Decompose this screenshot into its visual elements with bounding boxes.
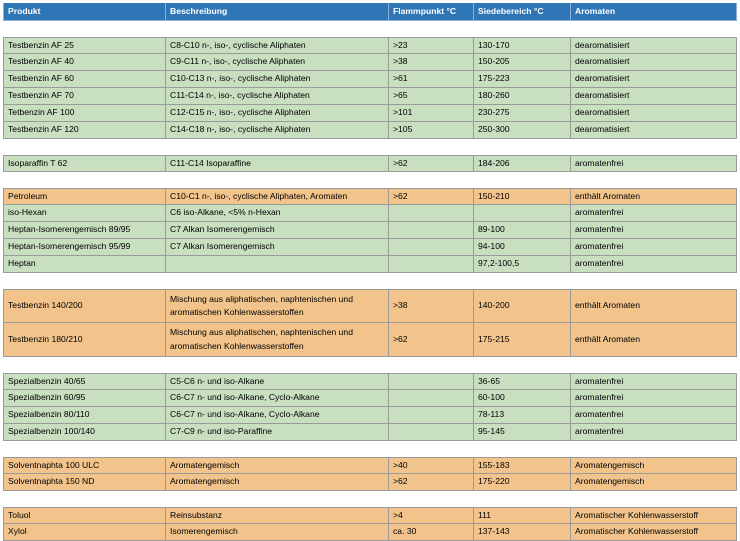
product-table [3,3,737,541]
table-row[interactable] [3,205,737,222]
flammpunkt-cell[interactable] [389,424,474,441]
beschreibung-cell[interactable]: C6-C7 n- und iso-Alkane, Cyclo-Alkane [166,390,389,407]
flammpunkt-cell[interactable]: ca. 30 [389,524,474,541]
siedebereich-cell[interactable]: 78-113 [474,407,571,424]
flammpunkt-cell[interactable] [389,205,474,222]
row-group [3,188,737,273]
beschreibung-cell[interactable]: C12-C15 n-, iso-, cyclische Aliphaten [166,105,389,122]
header-produkt[interactable]: Produkt [3,3,166,21]
flammpunkt-cell[interactable]: >101 [389,105,474,122]
produkt-cell[interactable]: Xylol [3,524,166,541]
siedebereich-cell[interactable]: 184-206 [474,155,571,172]
aromaten-cell[interactable]: enthält Aromaten [571,188,737,205]
flammpunkt-cell[interactable]: >4 [389,507,474,524]
table-row[interactable] [3,71,737,88]
table-row[interactable] [3,289,737,323]
siedebereich-cell[interactable]: 95-145 [474,424,571,441]
table-row[interactable] [3,155,737,172]
flammpunkt-cell[interactable] [389,390,474,407]
aromaten-cell[interactable]: Aromatischer Kohlenwasserstoff [571,507,737,524]
siedebereich-cell[interactable]: 230-275 [474,105,571,122]
flammpunkt-cell[interactable]: >105 [389,122,474,139]
produkt-cell[interactable]: Heptan-Isomerengemisch 95/99 [3,239,166,256]
aromaten-cell[interactable]: dearomatisiert [571,88,737,105]
flammpunkt-cell[interactable]: >62 [389,323,474,357]
aromaten-cell[interactable]: aromatenfrei [571,222,737,239]
siedebereich-cell[interactable]: 175-215 [474,323,571,357]
flammpunkt-cell[interactable]: >38 [389,289,474,323]
table-row[interactable] [3,105,737,122]
aromaten-cell[interactable]: Aromatengemisch [571,457,737,474]
beschreibung-cell[interactable]: C10-C13 n-, iso-, cyclische Aliphaten [166,71,389,88]
siedebereich-cell[interactable]: 94-100 [474,239,571,256]
beschreibung-cell[interactable]: C6-C7 n- und iso-Alkane, Cyclo-Alkane [166,407,389,424]
row-group [3,155,737,172]
aromaten-cell[interactable]: aromatenfrei [571,239,737,256]
siedebereich-cell[interactable]: 137-143 [474,524,571,541]
table-row[interactable] [3,188,737,205]
produkt-cell[interactable]: Testbenzin AF 70 [3,88,166,105]
group-spacer [3,139,737,155]
header-beschreibung[interactable]: Beschreibung [166,3,389,21]
table-row[interactable] [3,239,737,256]
beschreibung-cell[interactable]: Aromatengemisch [166,474,389,491]
produkt-cell[interactable]: Spezialbenzin 40/65 [3,373,166,390]
siedebereich-cell[interactable]: 150-205 [474,54,571,71]
aromaten-cell[interactable]: dearomatisiert [571,37,737,54]
produkt-cell[interactable]: Testbenzin AF 40 [3,54,166,71]
siedebereich-cell[interactable]: 175-223 [474,71,571,88]
flammpunkt-cell[interactable] [389,222,474,239]
siedebereich-cell[interactable]: 150-210 [474,188,571,205]
table-row[interactable] [3,122,737,139]
aromaten-cell[interactable]: aromatenfrei [571,390,737,407]
aromaten-cell[interactable]: enthält Aromaten [571,289,737,323]
header-siedebereich[interactable]: Siedebereich °C [474,3,571,21]
flammpunkt-cell[interactable]: >62 [389,188,474,205]
flammpunkt-cell[interactable] [389,407,474,424]
beschreibung-cell[interactable]: Isomerengemisch [166,524,389,541]
aromaten-cell[interactable]: dearomatisiert [571,122,737,139]
header-flammpunkt[interactable]: Flammpunkt °C [389,3,474,21]
produkt-cell[interactable]: Petroleum [3,188,166,205]
siedebereich-cell[interactable]: 155-183 [474,457,571,474]
beschreibung-cell[interactable]: C7-C9 n- und iso-Paraffine [166,424,389,441]
produkt-cell[interactable]: Testbenzin 180/210 [3,323,166,357]
beschreibung-cell[interactable]: C10-C1 n-, iso-, cyclische Aliphaten, Aromaten [166,188,389,205]
flammpunkt-cell[interactable]: >62 [389,155,474,172]
siedebereich-cell[interactable]: 97,2-100,5 [474,256,571,273]
group-spacer [3,172,737,188]
produkt-cell[interactable]: Testbenzin AF 25 [3,37,166,54]
siedebereich-cell[interactable]: 250-300 [474,122,571,139]
aromaten-cell[interactable]: aromatenfrei [571,407,737,424]
flammpunkt-cell[interactable]: >61 [389,71,474,88]
aromaten-cell[interactable]: dearomatisiert [571,105,737,122]
group-spacer [3,273,737,289]
aromaten-cell[interactable]: aromatenfrei [571,256,737,273]
siedebereich-cell[interactable]: 60-100 [474,390,571,407]
produkt-cell[interactable]: Spezialbenzin 100/140 [3,424,166,441]
aromaten-cell[interactable]: aromatenfrei [571,205,737,222]
produkt-cell[interactable]: Testbenzin 140/200 [3,289,166,323]
aromaten-cell[interactable]: dearomatisiert [571,54,737,71]
table-row[interactable] [3,457,737,474]
beschreibung-cell[interactable]: C8-C10 n-, iso-, cyclische Aliphaten [166,37,389,54]
produkt-cell[interactable]: Solventnaphta 150 ND [3,474,166,491]
beschreibung-cell[interactable]: Mischung aus aliphatischen, naphtenischen und aromatischen Kohlenwasserstoffen [166,323,389,357]
produkt-cell[interactable]: Solventnaphta 100 ULC [3,457,166,474]
produkt-cell[interactable]: Heptan [3,256,166,273]
siedebereich-cell[interactable]: 130-170 [474,37,571,54]
flammpunkt-cell[interactable]: >38 [389,54,474,71]
table-row[interactable] [3,323,737,357]
flammpunkt-cell[interactable] [389,239,474,256]
beschreibung-cell[interactable]: Reinsubstanz [166,507,389,524]
produkt-cell[interactable]: Toluol [3,507,166,524]
produkt-cell[interactable]: Testbenzin AF 60 [3,71,166,88]
aromaten-cell[interactable]: aromatenfrei [571,155,737,172]
siedebereich-cell[interactable]: 140-200 [474,289,571,323]
row-group [3,507,737,541]
row-group [3,289,737,357]
group-spacer [3,21,737,37]
beschreibung-cell[interactable] [166,256,389,273]
aromaten-cell[interactable]: enthält Aromaten [571,323,737,357]
beschreibung-cell[interactable]: C6 iso-Alkane, <5% n-Hexan [166,205,389,222]
siedebereich-cell[interactable] [474,205,571,222]
siedebereich-cell[interactable]: 180-260 [474,88,571,105]
table-row[interactable] [3,507,737,524]
group-spacer [3,357,737,373]
flammpunkt-cell[interactable]: >62 [389,474,474,491]
flammpunkt-cell[interactable]: >40 [389,457,474,474]
produkt-cell[interactable]: Tetbenzin AF 100 [3,105,166,122]
group-spacer [3,441,737,457]
produkt-cell[interactable]: Spezialbenzin 80/110 [3,407,166,424]
row-group [3,373,737,441]
beschreibung-cell[interactable]: C11-C14 n-, iso-, cyclische Aliphaten [166,88,389,105]
flammpunkt-cell[interactable] [389,256,474,273]
table-row[interactable] [3,407,737,424]
flammpunkt-cell[interactable]: >65 [389,88,474,105]
produkt-cell[interactable]: Heptan-Isomerengemisch 89/95 [3,222,166,239]
produkt-cell[interactable]: Isoparaffin T 62 [3,155,166,172]
beschreibung-cell[interactable]: C9-C11 n-, iso-, cyclische Aliphaten [166,54,389,71]
beschreibung-cell[interactable]: C11-C14 Isoparaffine [166,155,389,172]
table-row[interactable] [3,54,737,71]
aromaten-cell[interactable]: Aromatischer Kohlenwasserstoff [571,524,737,541]
beschreibung-cell[interactable]: C5-C6 n- und iso-Alkane [166,373,389,390]
beschreibung-cell[interactable]: Mischung aus aliphatischen, naphtenischen und aromatischen Kohlenwasserstoffen [166,289,389,323]
table-row[interactable] [3,37,737,54]
siedebereich-cell[interactable]: 175-220 [474,474,571,491]
table-row[interactable] [3,390,737,407]
table-row[interactable] [3,222,737,239]
table-header-row [3,3,737,21]
table-row[interactable] [3,88,737,105]
row-group [3,457,737,491]
group-spacer [3,491,737,507]
flammpunkt-cell[interactable]: >23 [389,37,474,54]
beschreibung-cell[interactable]: C7 Alkan Isomerengemisch [166,222,389,239]
table-row[interactable] [3,256,737,273]
siedebereich-cell[interactable]: 89-100 [474,222,571,239]
table-body [3,21,737,541]
beschreibung-cell[interactable]: C14-C18 n-, iso-, cyclische Aliphaten [166,122,389,139]
beschreibung-cell[interactable]: Aromatengemisch [166,457,389,474]
produkt-cell[interactable]: Testbenzin AF 120 [3,122,166,139]
table-row[interactable] [3,424,737,441]
aromaten-cell[interactable]: Aromatengemisch [571,474,737,491]
aromaten-cell[interactable]: aromatenfrei [571,424,737,441]
produkt-cell[interactable]: iso-Hexan [3,205,166,222]
siedebereich-cell[interactable]: 111 [474,507,571,524]
produkt-cell[interactable]: Spezialbenzin 60/95 [3,390,166,407]
aromaten-cell[interactable]: aromatenfrei [571,373,737,390]
beschreibung-cell[interactable]: C7 Alkan Isomerengemisch [166,239,389,256]
table-row[interactable] [3,373,737,390]
row-group [3,37,737,139]
aromaten-cell[interactable]: dearomatisiert [571,71,737,88]
siedebereich-cell[interactable]: 36-65 [474,373,571,390]
header-aromaten[interactable]: Aromaten [571,3,737,21]
flammpunkt-cell[interactable] [389,373,474,390]
table-row[interactable] [3,474,737,491]
table-row[interactable] [3,524,737,541]
